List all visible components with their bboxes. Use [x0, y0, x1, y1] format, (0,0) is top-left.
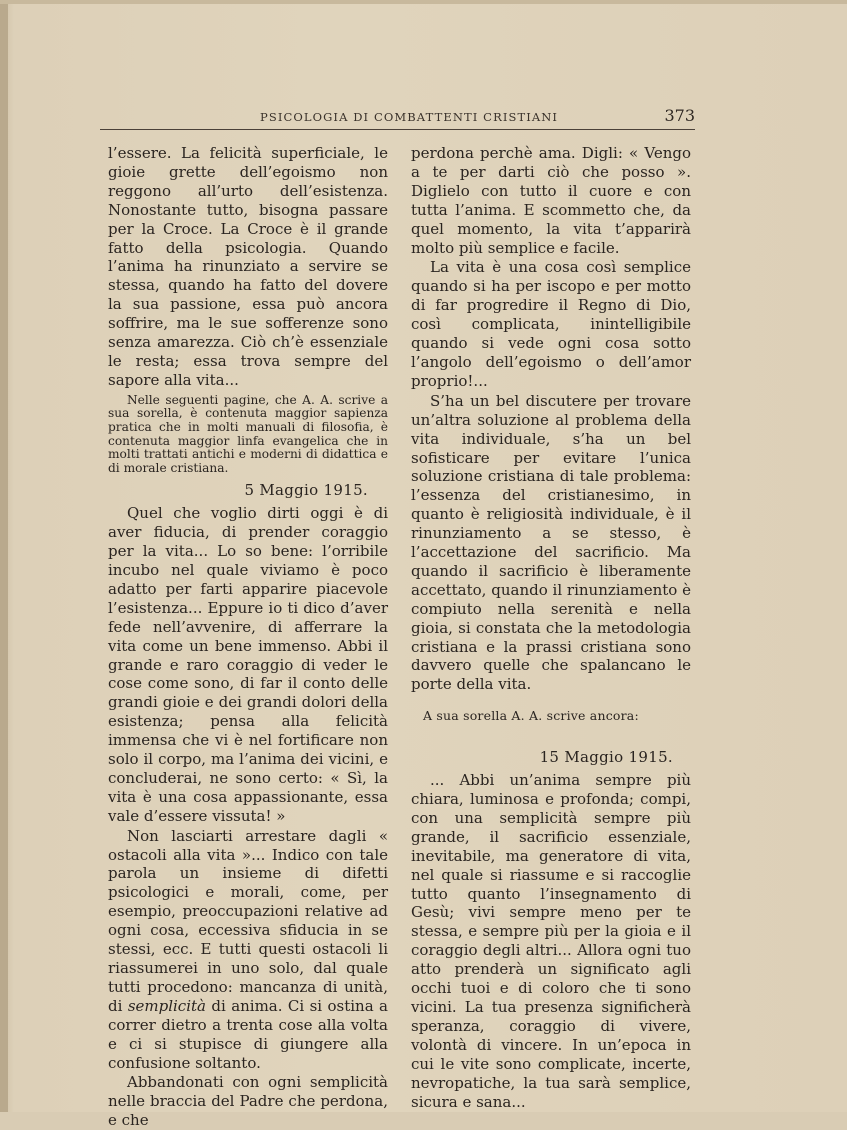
paragraph — [108, 827, 388, 1073]
paragraph: perdona perchè ama. Digli: « Vengo a te per darti ciò che posso ». Diglielo con tutto il cuore e con tutta l’anima. E scommetto che, da quel momento, la vita t’apparirà molto più semplice e facile. — [411, 144, 691, 257]
letter-date: 15 Maggio 1915. — [539, 748, 673, 767]
emphasis-text: semplicità — [127, 996, 206, 1015]
paragraph: Quel che voglio dirti oggi è di aver fiducia, di prender coraggio per la vita... Lo so bene: l’orribile incubo nel quale viviamo è poco adatto per farti apparire piacevole l’esistenza... Eppure io ti dico d’aver fede nell’avvenire, di afferrare la vita come un bene immenso. Abbi il grande e raro coraggio di veder le cose come sono, di far il conto delle grandi gioie e dei grandi dolori della esistenza; pensa alla felicità immensa che vi è nel fortificare non solo il corpo, ma l’anima dei vicini, e concluderai, ne sono certo: « Sì, la vita è una cosa appassionante, essa vale d’essere vissuta! » — [108, 504, 388, 825]
section-intro: A sua sorella A. A. scrive ancora: — [423, 708, 639, 724]
paragraph: S’ha un bel discutere per trovare un’altra soluzione al problema della vita individuale, s’ha un bel sofisticare per evitare l’unica soluzione cristiana di tale problema: l’essenza del cristianesimo, in quanto è religiosità individuale, è il rinunziamento a se stesso, è l’accettazione del sacrificio. Ma quando il sacrificio è liberamente accettato, quando il rinunziamento è compiuto nella serenità e nella gioia, si constata che la metodologia cristiana e la prassi cristiana sono davvero quelle che spalancano le porte della vita. — [411, 391, 691, 694]
running-head: PSICOLOGIA DI COMBATTENTI CRISTIANI — [260, 110, 559, 124]
paragraph: La vita è una cosa così semplice quando si ha per iscopo e per motto di far progredire il Regno di Dio, così complicata, inintelligibile quando si vede ogni cosa sotto l’angolo dell’egoismo o dell’amor proprio!... — [411, 258, 691, 390]
paragraph-text: di anima. Ci si ostina a correr dietro a trenta cose alla volta e ci si stupisce di giungere alla confusione soltanto. — [108, 996, 388, 1072]
paragraph: ... Abbi un’anima sempre più chiara, luminosa e profonda; compi, con una semplicità sempre più grande, il sacrificio essenziale, inevitabile, ma generatore di vita, nel quale si riassume e si raccoglie tutto quanto l’insegnamento di Gesù; vivi sempre meno per te stessa, e sempre più per la gioia e il coraggio degli altri... Allora ogni tuo atto prenderà un significato agli occhi tuoi e di coloro che ti sono vicini. La tua presenza significherà speranza, coraggio di vivere, volontà di vincere. In un’epoca in cui le vite sono complicate, incerte, nevropatiche, la tua sarà semplice, sicura e sana... — [411, 771, 691, 1111]
left-column — [108, 144, 388, 1130]
header-rule — [100, 129, 695, 130]
right-column — [411, 144, 691, 1111]
paragraph: l’essere. La felicità superficiale, le gioie grette dell’egoismo non reggono all’urto dell’esistenza. Nonostante tutto, bisogna passare per la Croce. La Croce è il grande fatto della psicologia. Quando l’anima ha rinunziato a servire se stessa, quando ha fatto del dovere la sua passione, essa può ancora soffrire, ma le sue sofferenze sono senza amarezza. Ciò ch’è essenziale le resta; essa trova sempre del sapore alla vita... — [108, 144, 388, 389]
letter-date: 5 Maggio 1915. — [244, 481, 368, 500]
paragraph-text: Non lasciarti arrestare dagli « ostacoli alla vita »... Indico con tale parola un insieme di difetti psicologici e morali, come, per esempio, preoccupazioni relative ad ogni cosa, eccessiva sfiducia in se stessi, ecc. E tutti questi ostacoli li riassumerei in uno solo, dal quale tutti procedono: mancanza di unità, di — [108, 826, 388, 1015]
page-spine-shadow — [0, 0, 8, 1112]
page-top-edge — [0, 0, 847, 4]
paragraph: Abbandonati con ogni semplicità nelle braccia del Padre che perdona, e che — [108, 1073, 388, 1130]
page-number: 373 — [664, 106, 695, 125]
page-header — [100, 106, 695, 130]
editorial-note: Nelle seguenti pagine, che A. A. scrive a sua sorella, è contenuta maggior sapienza pratica che in molti manuali di filosofia, è contenuta maggior linfa evangelica che in molti trattati antichi e moderni di didattica e di morale cristiana. — [108, 392, 388, 475]
